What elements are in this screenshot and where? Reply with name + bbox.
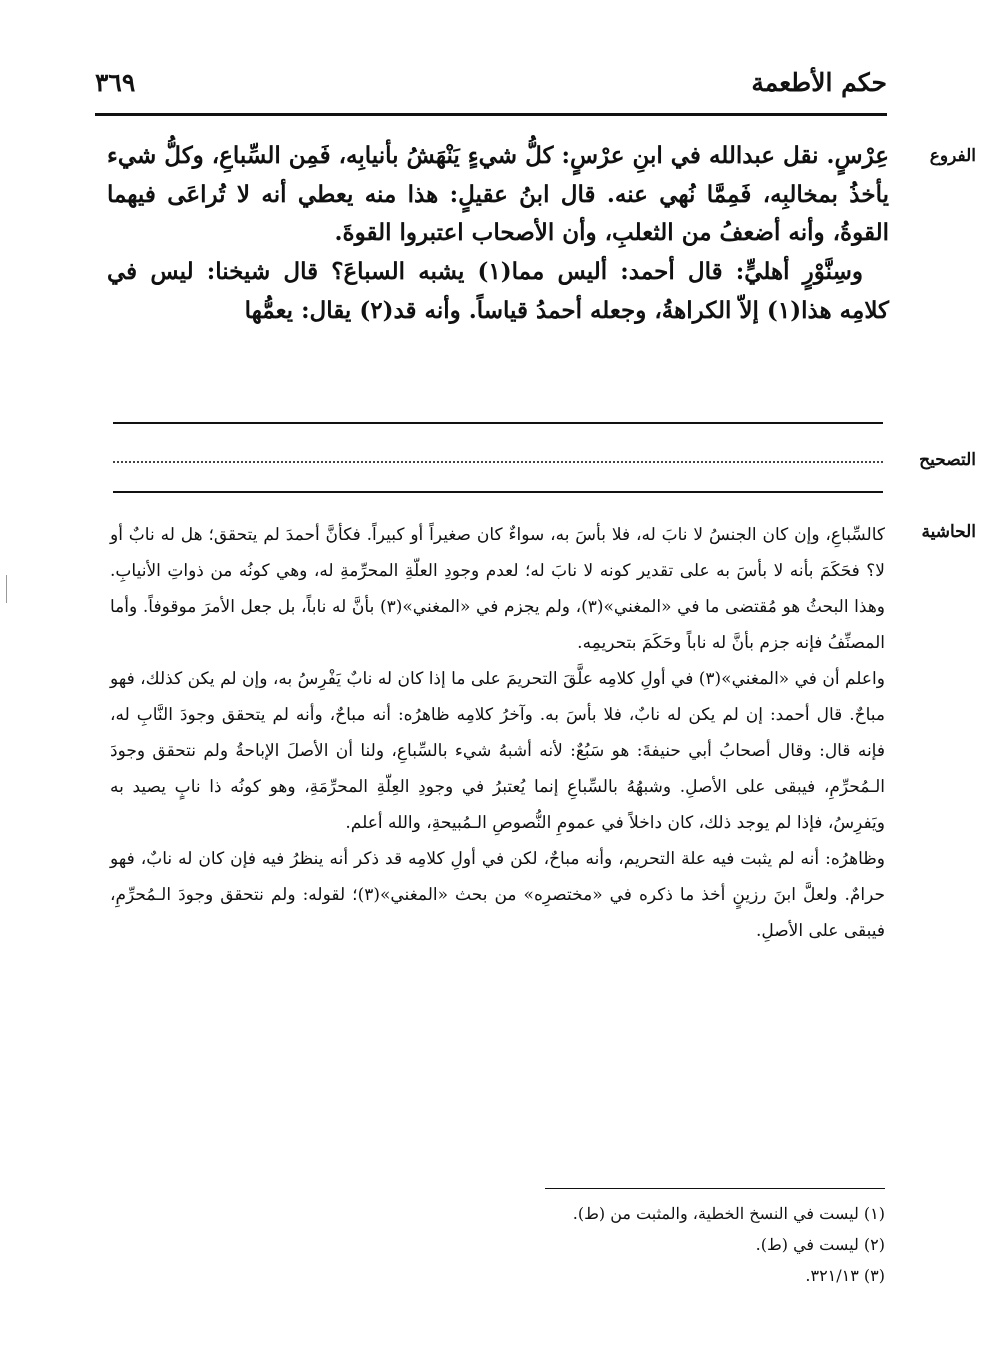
label-furu: الفروع <box>929 146 976 166</box>
main-paragraph-2: وسِنَّوْرٍ أهليٍّ: قال أحمد: أليس مما(١) يشبه السباعَ؟ قال شيخنا: ليس في كلامِه هذا(١) إلاّ الكراهةُ، وجعله أحمدُ قياساً. وأنه قد(٢) يقال: يعمُّها <box>107 257 889 324</box>
hashiya-paragraph-3: وظاهرُه: أنه لم يثبت فيه علة التحريم، وأنه مباحٌ، لكن في أولِ كلامِه قد ذكر أنه ينظرُ فيه فإن كان له نابٌ، فهو حرامٌ. ولعلَّ ابنَ رزينٍ أخذ ما ذكره في «مختصرِه» من بحث «المغني»(٣)؛ لقوله: ولم نتحقق وجودَ الـمُحرِّمِ، فيبقى على الأصلِ. <box>110 849 885 942</box>
section-rule-bottom <box>113 491 883 493</box>
label-tashih: التصحيح <box>919 450 976 470</box>
tashih-dotted-line <box>113 461 883 463</box>
footnote-rule <box>545 1188 885 1189</box>
hashiya-paragraph-2: واعلم أن في «المغني»(٣) في أولِ كلامِه علَّقَ التحريمَ على ما إذا كان له نابٌ يَفْرِسُ به، وإن لم يكن كذلك، فهو مباحٌ. قال أحمد: إن لم يكن له نابٌ، فلا بأسَ به. وآخرُ كلامِه ظاهرُه: أنه مباحٌ، وأنه لم يتحقق وجودَ النَّابِ له، فإنه قال: وقال أصحابُ أبي حنيفةَ: هو سَبُعٌ: لأنه أشبهُ شيء بالسِّباعِ، ولنا أن الأصلَ الإباحةُ ولم نتحقق وجودَ الـمُحرِّمِ، فيبقى على الأصلِ. وشبهُهُ بالسِّباعِ إنما يُعتبرُ في وجودِ العِلّةِ المحرِّمَةِ، وهو كونُه ذا نابٍ يصيد به ويَفرِسُ، فإذا لم يوجد ذلك، كان داخلاً في عمومِ النُّصوصِ الـمُبيحةِ، والله أعلم. <box>110 669 885 834</box>
scan-edge-mark <box>6 575 7 603</box>
label-hashiya: الحاشية <box>921 522 976 542</box>
page-number: ٣٦٩ <box>95 68 136 97</box>
section-rule-top <box>113 422 883 424</box>
hashiya-paragraph-1: كالسِّباعِ، وإن كان الجنسُ لا نابَ له، فلا بأسَ به، سواءٌ كان صغيراً أو كبيراً. فكأنَّ أحمدَ لم يتحقق؛ هل له نابٌ أو لا؟ فحَكَمَ بأنه لا بأسَ به على تقدير كونه لا نابَ له؛ لعدم وجودِ العلّةِ المحرِّمةِ له، وهي كونُه من ذواتِ الأنيابِ. وهذا البحثُ هو مُقتضى ما في «المغني»(٣)، ولم يجزم في «المغني»(٣) بأنَّ له ناباً، بل جعل الأمرَ موقوفاً. وأما المصنِّفُ فإنه جزم بأنَّ له ناباً وحَكَمَ بتحريمِه. <box>110 525 886 654</box>
book-title: حكم الأطعمة <box>751 68 887 97</box>
main-paragraph-1: عِرْسٍ. نقل عبدالله في ابنِ عرْسٍ: كلُّ شيءٍ يَنْهَشُ بأنيابِه، فَمِن السِّباعِ، وكلُّ شيء يأخذُ بمخالبِه، فَمِمَّا نُهي عنه. قال ابنُ عقيلٍ: هذا منه يعطي أنه لا تُراعَى فيهما القوةُ، وأنه أضعفُ من الثعلبِ، وأن الأصحاب اعتبروا القوةَ. <box>107 142 889 247</box>
hashiya-text-block <box>110 517 885 949</box>
footnotes <box>365 1198 885 1292</box>
main-text-block <box>107 137 889 330</box>
footnote-1: (١) ليست في النسخ الخطية، والمثبت من (ط). <box>572 1204 885 1223</box>
running-header <box>95 68 887 108</box>
footnote-2: (٢) ليست في (ط). <box>755 1235 885 1255</box>
footnote-3: (٣) ٣٢١/١٣. <box>805 1266 885 1286</box>
header-rule <box>95 113 887 116</box>
